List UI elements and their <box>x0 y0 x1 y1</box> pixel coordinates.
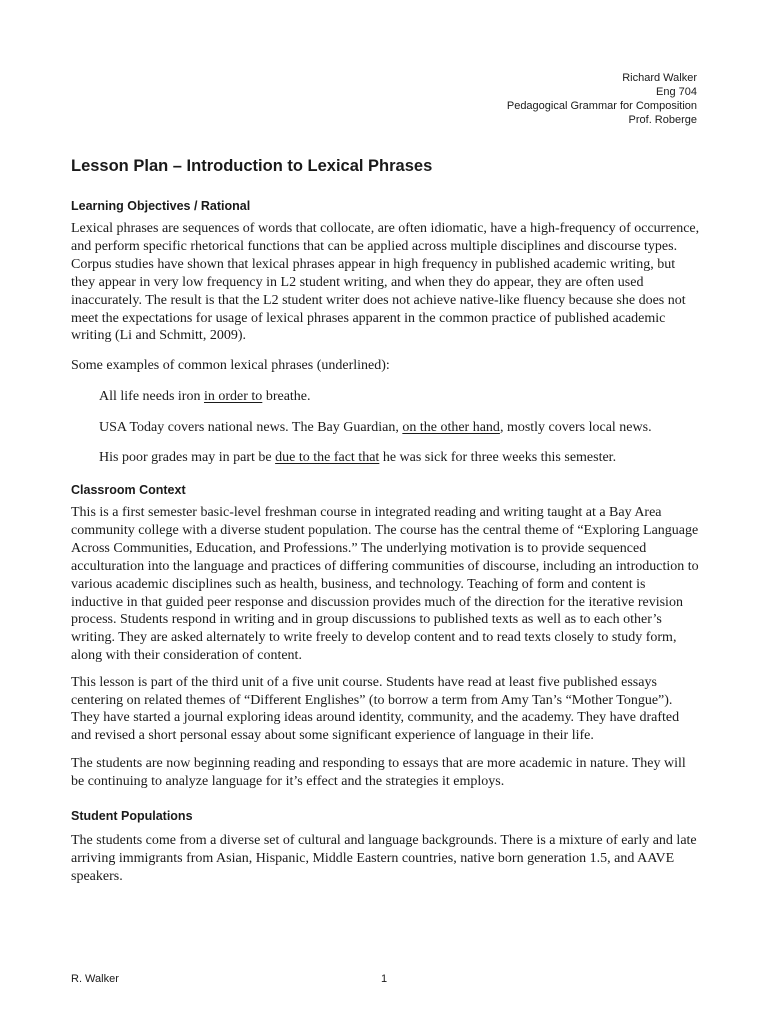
lexical-phrase-2: on the other hand <box>402 419 500 435</box>
course-number: Eng 704 <box>656 86 697 98</box>
examples-intro: Some examples of common lexical phrases (underlined): <box>71 358 390 374</box>
course-title: Pedagogical Grammar for Composition <box>506 100 697 112</box>
example-sentence-2: USA Today covers national news. The Bay Guardian, on the other hand, mostly covers local news. <box>99 419 652 435</box>
example-sentence-1: All life needs iron in order to breathe. <box>99 389 311 405</box>
professor-name: Prof. Roberge <box>628 114 697 126</box>
section-heading-objectives: Learning Objectives / Rational <box>71 199 251 213</box>
document-header <box>507 71 697 127</box>
page-number: 1 <box>381 973 388 985</box>
section-heading-student-populations: Student Populations <box>71 809 193 824</box>
footer-author: R. Walker <box>71 973 119 985</box>
page-title: Lesson Plan – Introduction to Lexical Phrases <box>71 157 433 175</box>
lexical-phrase-1: in order to <box>203 389 263 405</box>
classroom-context-paragraph-3: The students are now beginning reading and responding to essays that are more academic in nature. They will be continuing to analyze language for it’s effect and the strategies it employs. <box>71 756 686 790</box>
student-populations-paragraph: The students come from a diverse set of cultural and language backgrounds. There is a mixture of early and late arriving immigrants from Asian, Hispanic, Middle Eastern countries, native born generation 1.5, and AAVE speakers. <box>71 833 697 884</box>
author-name: Richard Walker <box>622 72 697 84</box>
example-sentence-3: His poor grades may in part be due to the fact that he was sick for three weeks this semester. <box>99 450 617 466</box>
document-body <box>71 156 701 886</box>
classroom-context-paragraph-2: This lesson is part of the third unit of a five unit course. Students have read at least five published essays centering on related themes of “Different Englishes” (to borrow a term from Amy Tan’s “Mother Tongue”). They have started a journal exploring ideas around identity, community, and the academy. They have drafted and revised a short personal essay about some significant experience of language in their life. <box>71 674 680 744</box>
section-heading-classroom-context: Classroom Context <box>71 482 186 497</box>
lexical-phrase-3: due to the fact that <box>275 450 380 466</box>
objectives-paragraph: Lexical phrases are sequences of words that collocate, are often idiomatic, have a high-frequency of occurrence, and perform specific rhetorical functions that can be applied across multiple disciplines and discourse types. Corpus studies have shown that lexical phrases appear in high frequency in published academic writing, but they appear in very low frequency in L2 student writing, and when they do appear, they are often used inaccurately. The result is that the L2 student writer does not achieve native-like fluency because she does not meet the expectations for usage of lexical phrases apparent in the common practice of published academic writing (Li and Schmitt, 2009). <box>71 221 700 344</box>
classroom-context-paragraph-1: This is a first semester basic-level freshman course in integrated reading and writing taught at a Bay Area community college with a diverse student population. The course has the central theme of “Exploring Language Across Communities, Education, and Professions.” The underlying motivation is to provide sequenced acculturation into the language and practices of differing communities of discourse, including an introduction to various academic disciplines such as health, business, and technology. Teaching of form and content is inductive in that guided peer response and discussion provides much of the direction for the iterative revision process. Students respond in writing and in group discussions to published texts as well as to each other’s writing. They are asked alternately to write freely to develop content and to read texts closely to study form, along with their consideration of content. <box>71 504 699 664</box>
